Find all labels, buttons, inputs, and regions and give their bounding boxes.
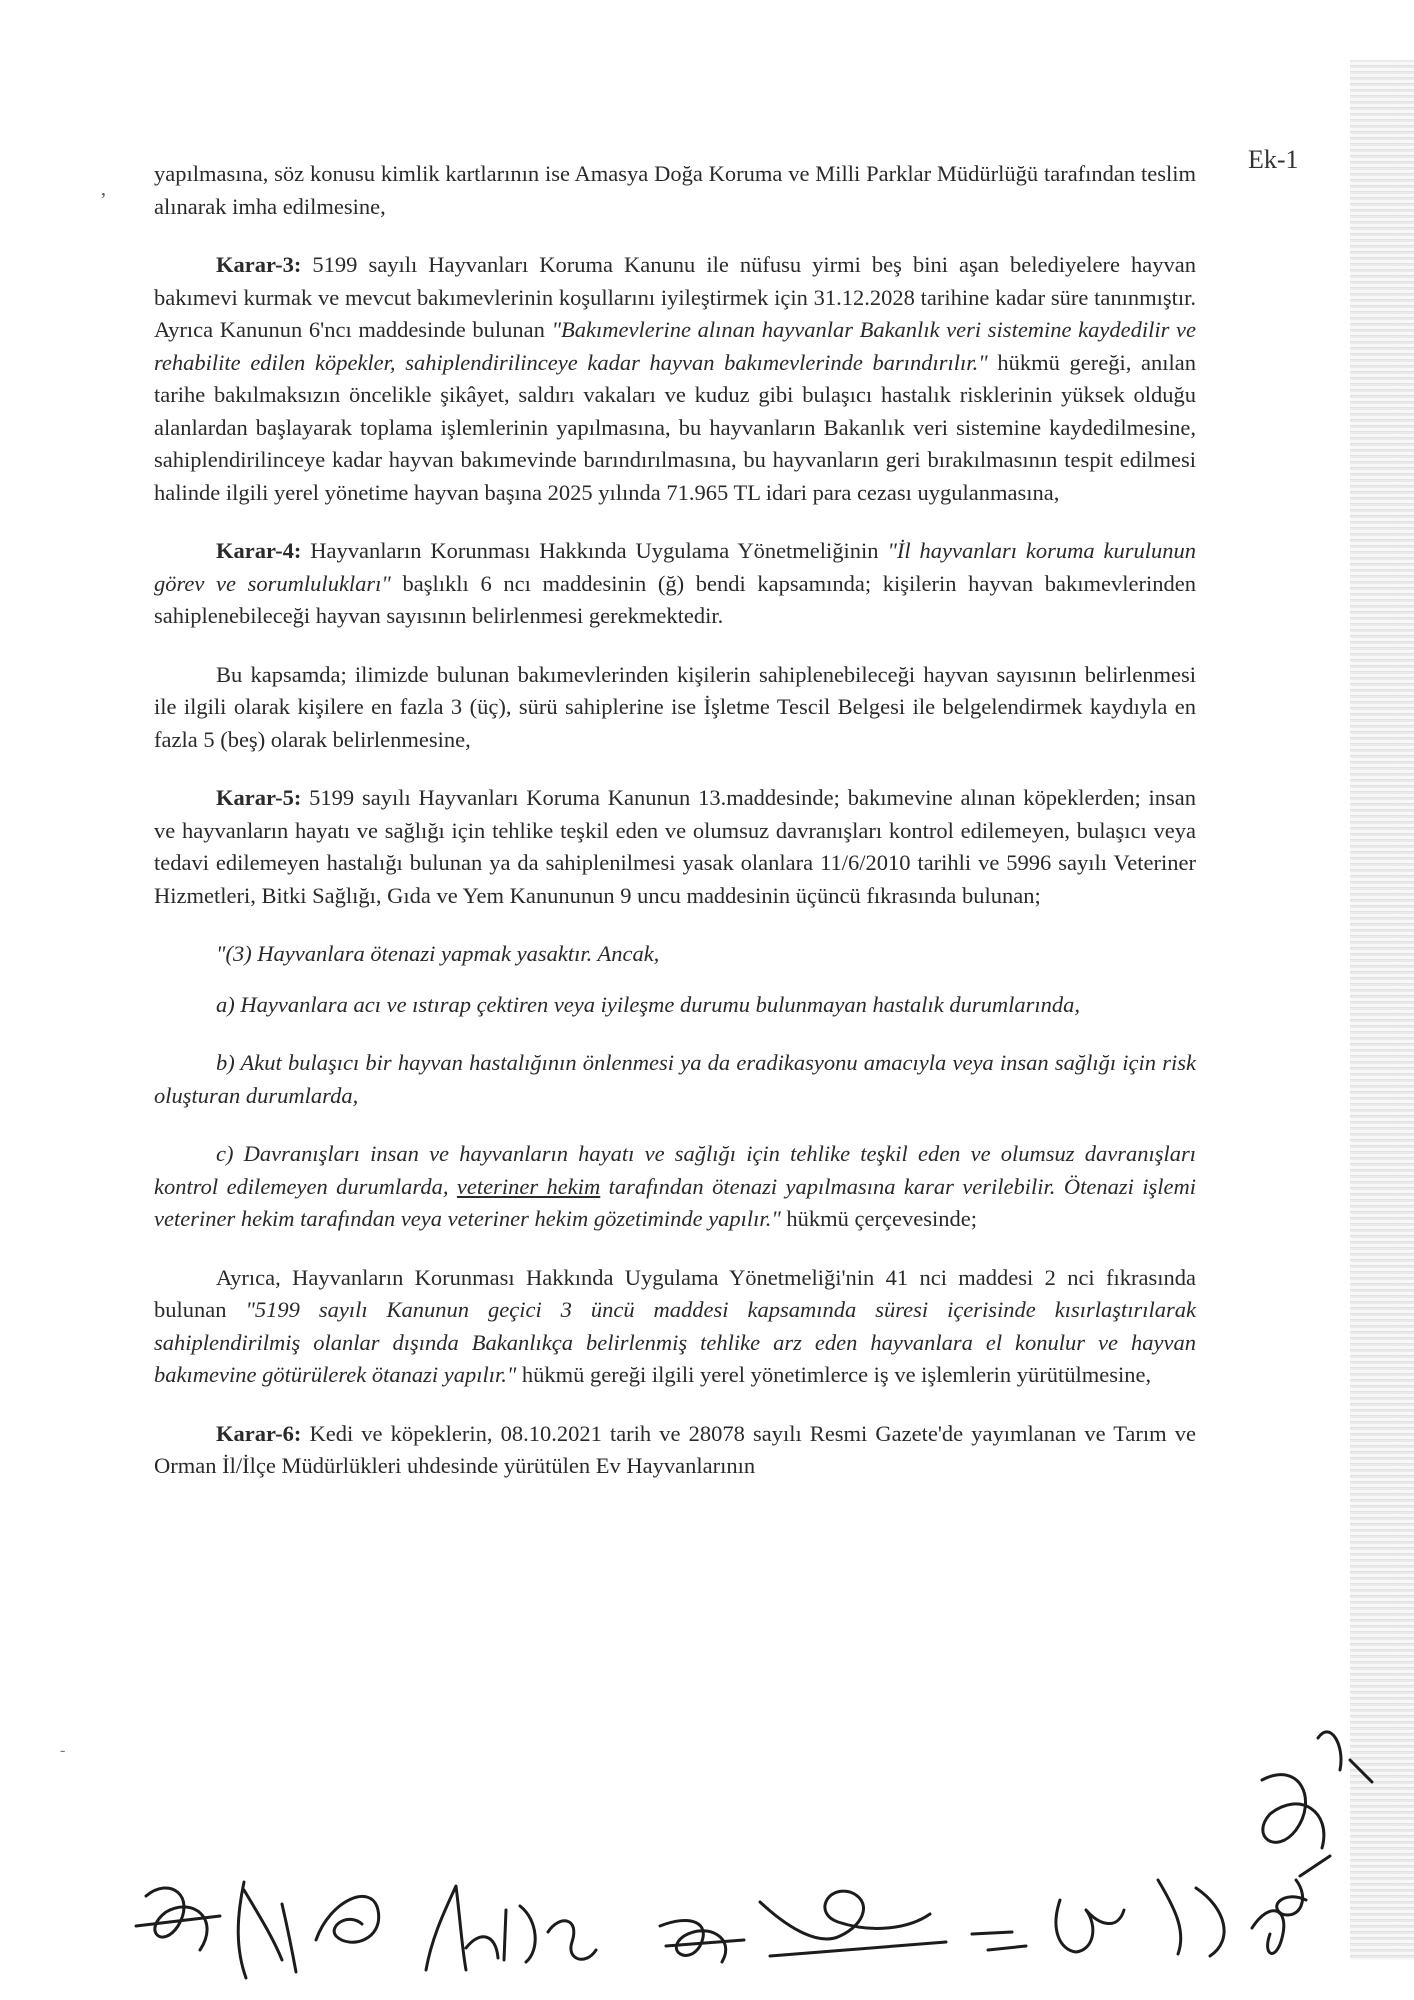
karar-3-paragraph	[154, 249, 1196, 509]
quote-item-c-tail: hükmü çerçevesinde;	[780, 1206, 977, 1231]
signature-bottom-6	[660, 1920, 744, 1962]
signature-bottom-11	[1252, 1911, 1284, 1954]
signature-bottom-8	[972, 1932, 1026, 1950]
signature-bottom-3	[316, 1896, 379, 1942]
karar-5-label: Karar-5:	[216, 785, 302, 810]
page-label: Ek-1	[1248, 145, 1299, 174]
ayrica-text-a: Ayrıca, Hayvanların Korunması Hakkında Uygulama Yönetmeliği'nin 41 nci maddesi 2 nci fıkrasında bulunan	[154, 1264, 1196, 1322]
scan-edge-artifact	[1350, 60, 1414, 1960]
karar-4-label: Karar-4:	[216, 538, 302, 563]
signature-bottom-9	[1056, 1900, 1124, 1952]
document-body	[154, 158, 1196, 1509]
quote-item-b: b) Akut bulaşıcı bir hayvan hastalığının önlenmesi ya da eradikasyonu amacıyla veya insan sağlığı için risk oluşturan durumlarda,	[154, 1050, 1196, 1108]
intro-paragraph: yapılmasına, söz konusu kimlik kartlarının ise Amasya Doğa Koruma ve Milli Parklar Müdürlüğü tarafından teslim alınarak imha edilmesine,	[154, 161, 1196, 219]
karar-3-text-b: hükmü gereği, anılan tarihe bakılmaksızın öncelikle şikâyet, saldırı vakaları ve kuduz gibi bulaşıcı hastalık risklerinin yüksek olduğu alanlardan başlayarak toplama işlemlerinin yapılmasına, bu hayvanların Bakanlık veri sistemine kaydedilmesine, sahiplendirilinceye kadar hayvan bakımevinde barındırılmasına, bu hayvanların geri bırakılmasının tespit edilmesi halinde ilgili yerel yönetime hayvan başına 2025 yılında 71.965 TL idari para cezası uygulanmasına,	[154, 349, 1196, 505]
signature-bottom-7	[760, 1891, 946, 1956]
ayrica-quote: "5199 sayılı Kanunun geçici 3 üncü maddesi kapsamında süresi içerisinde kısırlaştırılarak sahiplendirilmiş olanlar dışında Bakanlıkça belirlenmiş tehlike arz eden hayvanlara el konulur ve hayvan bakımevine götürülerek ötanazi yapılır."	[154, 1297, 1197, 1387]
quote-item-c	[154, 1138, 1196, 1236]
margin-dash: -	[60, 1742, 66, 1759]
signature-bottom-5	[548, 1921, 596, 1959]
karar-6-text: Kedi ve köpeklerin, 08.10.2021 tarih ve 28078 sayılı Resmi Gazete'de yayımlanan ve Tarım ve Orman İl/İlçe Müdürlükleri uhdesinde yürütülen Ev Hayvanlarının	[154, 1420, 1196, 1478]
kapsam-paragraph: Bu kapsamda; ilimizde bulunan bakımevlerinden kişilerin sahiplenebileceği hayvan sayısının belirlenmesi ile ilgili olarak kişilere en fazla 3 (üç), sürü sahiplerine ise İşletme Tescil Belgesi ile belgelendirmek kaydıyla en fazla 5 (beş) olarak belirlenmesine,	[154, 661, 1196, 752]
ayrica-paragraph	[154, 1262, 1196, 1392]
karar-4-paragraph	[154, 535, 1196, 633]
quote-item-a: a) Hayvanlara acı ve ıstırap çektiren veya iyileşme durumu bulunmayan hastalık durumlarında,	[216, 991, 1080, 1017]
karar-4-quote: "İl hayvanları koruma kurulunun görev ve sorumlulukları"	[154, 538, 1196, 596]
karar-6-label: Karar-6:	[216, 1420, 302, 1446]
karar-6-paragraph	[154, 1418, 1196, 1483]
quote-item-c-underlined: veteriner hekim	[456, 1173, 601, 1199]
signature-bottom-10	[1158, 1880, 1224, 1956]
karar-4-text-b: başlıklı 6 ncı maddesinin (ğ) bendi kapsamında; kişilerin hayvan bakımevlerinden sahiplenebileceği hayvan sayısının belirlenmesi gerekmektedir.	[154, 570, 1196, 628]
karar-4-text-a: Hayvanların Korunması Hakkında Uygulama Yönetmeliğinin	[301, 538, 888, 563]
signature-bottom-2	[238, 1882, 296, 1978]
karar-3-label: Karar-3:	[216, 252, 302, 277]
signature-right-bottom-a	[1277, 1856, 1330, 1915]
karar-5-paragraph	[154, 782, 1196, 912]
signature-bottom-1	[136, 1888, 220, 1950]
karar-3-quote: "Bakımevlerine alınan hayvanlar Bakanlık veri sistemine kaydedilir ve rehabilite edilen köpekler, sahiplendirilinceye kadar hayvan bakımevlerinde barındırılır."	[154, 317, 1196, 375]
signature-bottom-4	[426, 1886, 535, 1970]
quote-item-c-text-b: tarafından ötenazi yapılmasına karar verilebilir. Ötenazi işlemi veteriner hekim tarafından veya veteriner hekim gözetiminde yapılır."	[154, 1173, 1196, 1231]
ayrica-text-b: hükmü gereği ilgili yerel yönetimlerce iş ve işlemlerin yürütülmesine,	[516, 1362, 1152, 1387]
quote-item-c-text-a: c) Davranışları insan ve hayvanların hayatı ve sağlığı için tehlike teşkil eden ve olumsuz davranışları kontrol edilemeyen durumlarda,	[154, 1141, 1196, 1199]
quote-intro: "(3) Hayvanlara ötenazi yapmak yasaktır. Ancak,	[216, 941, 660, 966]
karar-5-text: 5199 sayılı Hayvanları Koruma Kanunun 13.maddesinde; bakımevine alınan köpeklerden; insan ve hayvanların hayatı ve sağlığı için tehlike teşkil eden ve olumsuz davranışları kontrol edilemeyen, bulaşıcı veya tedavi edilemeyen hastalığı bulunan ya da sahiplenilmesi yasak olanlara 11/6/2010 tarihli ve 5996 sayılı Veteriner Hizmetleri, Bitki Sağlığı, Gıda ve Yem Kanununun 9 uncu maddesinin üçüncü fıkrasında bulunan;	[154, 785, 1196, 908]
margin-mark: ‚	[100, 178, 107, 200]
karar-3-text-a: 5199 sayılı Hayvanları Koruma Kanunu ile nüfusu yirmi beş bini aşan belediyelere hayvan bakımevi kurmak ve mevcut bakımevlerinin koşullarını iyileştirmek için 31.12.2028 tarihine kadar süre tanınmıştır. Ayrıca Kanunun 6'ncı maddesinde bulunan	[154, 252, 1196, 342]
